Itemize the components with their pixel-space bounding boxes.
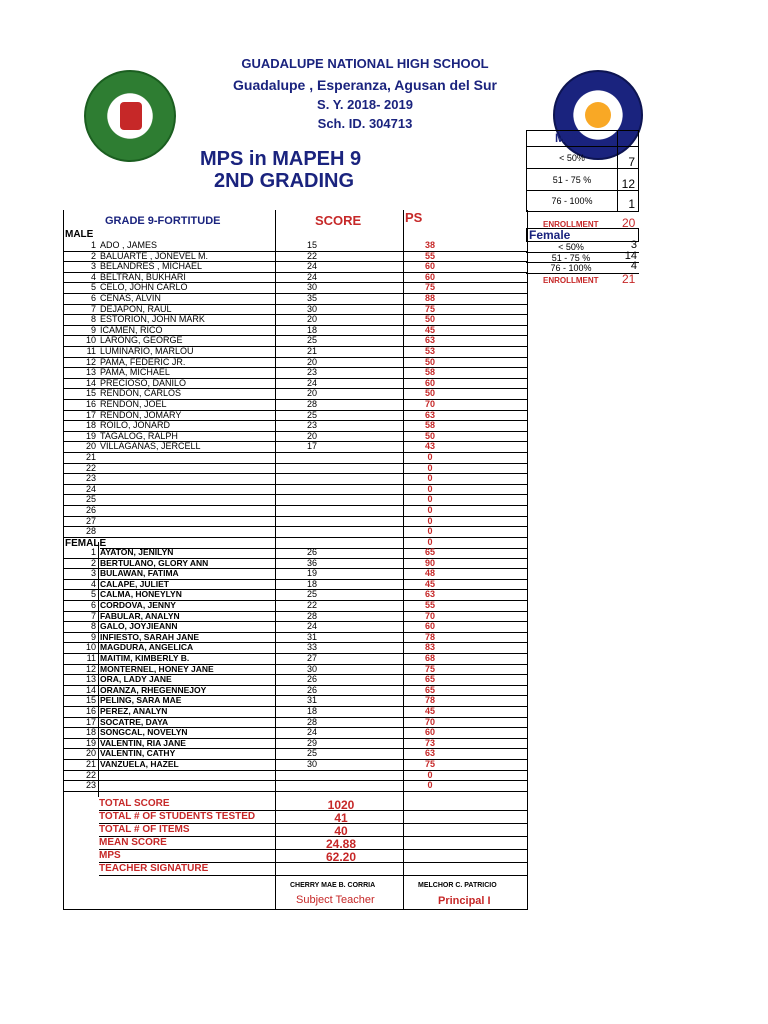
- cell-no: 5: [90, 589, 96, 600]
- cell-score: 30: [306, 282, 317, 293]
- cell-name: DEJAPON, RAUL: [100, 303, 172, 314]
- cell-score: 31: [306, 631, 317, 642]
- cell-score: 28: [306, 399, 317, 409]
- cell-no: 12: [85, 356, 96, 367]
- cell-no: 2: [90, 557, 96, 568]
- cell-ps: 60: [424, 621, 435, 632]
- cell-ps: 0: [427, 780, 433, 791]
- cell-name: BULAWAN, FATIMA: [100, 568, 179, 579]
- table-row: [64, 347, 527, 358]
- cell-ps: 75: [424, 282, 435, 293]
- cell-no: 25: [85, 494, 96, 505]
- table-row: [64, 442, 527, 453]
- cell-ps: 0: [427, 526, 433, 537]
- cell-score: 24: [306, 621, 317, 632]
- cell-name: CALAPE, JULIET: [100, 578, 169, 589]
- cell-ps: 0: [427, 515, 433, 526]
- table-row: [64, 294, 527, 305]
- cell-score: 26: [306, 547, 317, 557]
- cell-ps: 45: [424, 578, 435, 589]
- cell-name: CENAS, ALVIN: [100, 293, 161, 303]
- cell-name: PAMA, FEDERIC JR.: [100, 356, 186, 367]
- cell-name: SOCATRE, DAYA: [100, 716, 169, 727]
- cell-score: 28: [306, 716, 317, 727]
- principal-name: MELCHOR C. PATRICIO: [418, 882, 497, 889]
- cell-no: 22: [85, 462, 96, 473]
- female-enrollment: 21: [622, 272, 636, 286]
- cell-ps: 55: [424, 600, 435, 610]
- female-enrollment-label: ENROLLMENT: [543, 276, 599, 285]
- cell-ps: 58: [424, 420, 435, 431]
- school-logo: [84, 70, 176, 162]
- cell-name: BELANDRES , MICHAEL: [100, 261, 203, 272]
- table-row: [64, 760, 527, 771]
- male-summary-title: Male: [555, 131, 582, 145]
- cell-no: 1: [90, 547, 96, 557]
- cell-no: 24: [85, 483, 96, 494]
- cell-ps: 75: [424, 303, 435, 314]
- cell-score: 25: [306, 335, 317, 346]
- cell-ps: 53: [424, 346, 435, 356]
- mps-row: MPS 62.20: [99, 850, 527, 863]
- cell-name: RENDON, JOMARY: [100, 409, 182, 420]
- section-label: GRADE 9-FORTITUDE: [105, 215, 221, 227]
- cell-no: 19: [85, 737, 96, 748]
- cell-ps: 45: [424, 706, 435, 716]
- cell-no: 8: [90, 621, 96, 632]
- school-id: Sch. ID. 304713: [317, 116, 413, 131]
- cell-score: 20: [306, 430, 317, 441]
- cell-score: 26: [306, 684, 317, 695]
- cell-name: ICAMEN, RICO: [100, 324, 163, 335]
- cell-ps: 60: [424, 377, 435, 388]
- table-row: [64, 781, 527, 792]
- table-row: [64, 495, 527, 506]
- cell-score: 33: [306, 642, 317, 653]
- cell-no: 13: [85, 674, 96, 685]
- cell-score: 20: [306, 356, 317, 367]
- total-score-row: TOTAL SCORE 1020: [99, 798, 527, 811]
- cell-name: CELO, JOHN CARLO: [100, 282, 188, 293]
- cell-ps: 0: [427, 452, 433, 462]
- cell-score: 22: [306, 600, 317, 610]
- cell-score: 23: [306, 420, 317, 431]
- cell-score: 30: [306, 303, 317, 314]
- cell-score: 22: [306, 250, 317, 261]
- cell-score: 25: [306, 409, 317, 420]
- cell-ps: 63: [424, 409, 435, 420]
- cell-no: 3: [90, 261, 96, 272]
- cell-ps: 65: [424, 684, 435, 695]
- cell-ps: 83: [424, 642, 435, 653]
- teacher-role: Subject Teacher: [296, 894, 375, 906]
- cell-no: 16: [85, 706, 96, 716]
- cell-name: PRECIOSO, DANILO: [100, 377, 187, 388]
- table-row: [64, 527, 527, 538]
- cell-ps: 0: [427, 494, 433, 505]
- cell-no: 17: [85, 409, 96, 420]
- cell-score: 28: [306, 610, 317, 621]
- cell-ps: 0: [427, 473, 433, 484]
- cell-ps: 90: [424, 557, 435, 568]
- cell-no: 13: [85, 367, 96, 378]
- score-header: SCORE: [315, 213, 362, 228]
- cell-score: 30: [306, 663, 317, 674]
- table-row: [64, 474, 527, 485]
- cell-no: 21: [85, 452, 96, 462]
- cell-score: 19: [306, 568, 317, 579]
- cell-ps: 60: [424, 727, 435, 738]
- cell-name: ESTORION, JOHN MARK: [100, 314, 205, 325]
- cell-score: 24: [306, 271, 317, 282]
- cell-ps: 70: [424, 399, 435, 409]
- principal-role: Principal I: [438, 895, 491, 907]
- cell-ps: 43: [424, 441, 435, 452]
- total-items-row: TOTAL # OF ITEMS 40: [99, 824, 527, 837]
- cell-no: 14: [85, 684, 96, 695]
- cell-score: 27: [306, 653, 317, 663]
- cell-score: 29: [306, 737, 317, 748]
- table-row: [64, 464, 527, 475]
- cell-name: CORDOVA, JENNY: [100, 600, 176, 610]
- cell-score: 24: [306, 261, 317, 272]
- cell-name: CALMA, HONEYLYN: [100, 589, 182, 600]
- cell-name: PAMA, MICHAEL: [100, 367, 170, 378]
- cell-no: 17: [85, 716, 96, 727]
- cell-no: 23: [85, 780, 96, 791]
- cell-ps: 65: [424, 674, 435, 685]
- cell-ps: 50: [424, 356, 435, 367]
- cell-no: 2: [90, 250, 96, 261]
- cell-name: FABULAR, ANALYN: [100, 610, 180, 621]
- cell-name: BERTULANO, GLORY ANN: [100, 557, 209, 568]
- students-tested-row: TOTAL # OF STUDENTS TESTED 41: [99, 811, 527, 824]
- cell-name: MAGDURA, ANGELICA: [100, 642, 194, 653]
- cell-name: BELTRAN, BUKHARI: [100, 271, 186, 282]
- cell-ps: 55: [424, 250, 435, 261]
- cell-ps: 68: [424, 653, 435, 663]
- cell-no: 15: [85, 695, 96, 706]
- cell-ps: 60: [424, 261, 435, 272]
- mean-score-row: MEAN SCORE 24.88: [99, 837, 527, 850]
- cell-ps: 60: [424, 271, 435, 282]
- cell-score: 36: [306, 557, 317, 568]
- cell-no: 4: [90, 271, 96, 282]
- cell-score: 30: [306, 759, 317, 769]
- teacher-name: CHERRY MAE B. CORRIA: [290, 882, 376, 889]
- cell-name: VILLAGANAS, JERCELL: [100, 441, 201, 452]
- cell-name: VALENTIN, RIA JANE: [100, 737, 186, 748]
- cell-score: 26: [306, 674, 317, 685]
- cell-no: 10: [85, 642, 96, 653]
- cell-score: 35: [306, 293, 317, 303]
- cell-no: 21: [85, 759, 96, 769]
- cell-name: SONGCAL, NOVELYN: [100, 727, 188, 738]
- table-row: [64, 548, 527, 559]
- cell-no: 28: [85, 526, 96, 537]
- cell-ps: 0: [427, 462, 433, 473]
- cell-no: 20: [85, 748, 96, 759]
- cell-name: ORANZA, RHEGENNEJOY: [100, 684, 207, 695]
- cell-name: MAITIM, KIMBERLY B.: [100, 653, 190, 663]
- table-row: [64, 241, 527, 252]
- cell-score: 21: [306, 346, 317, 356]
- male-section-label: MALE: [65, 229, 94, 240]
- cell-no: 22: [85, 769, 96, 780]
- cell-name: VANZUELA, HAZEL: [100, 759, 179, 769]
- cell-ps: 63: [424, 748, 435, 759]
- table-row: [64, 654, 527, 665]
- cell-ps: 70: [424, 610, 435, 621]
- cell-no: 20: [85, 441, 96, 452]
- cell-ps: 50: [424, 388, 435, 399]
- cell-ps: 75: [424, 663, 435, 674]
- cell-no: 12: [85, 663, 96, 674]
- cell-no: 11: [86, 346, 96, 356]
- cell-ps: 50: [424, 430, 435, 441]
- cell-name: TAGALOG, RALPH: [100, 430, 178, 441]
- table-row: [64, 453, 527, 464]
- cell-name: ORA, LADY JANE: [100, 674, 172, 685]
- cell-no: 15: [85, 388, 96, 399]
- cell-no: 6: [90, 293, 96, 303]
- table-row: [64, 400, 527, 411]
- report-subtitle: 2ND GRADING: [214, 170, 355, 192]
- cell-name: LUMINARIO, MARLOU: [100, 346, 194, 356]
- cell-no: 27: [85, 515, 96, 526]
- cell-name: PEREZ, ANALYN: [100, 706, 168, 716]
- cell-ps: 78: [424, 631, 435, 642]
- cell-no: 9: [90, 324, 96, 335]
- cell-ps: 65: [424, 547, 435, 557]
- cell-name: PELING, SARA MAE: [100, 695, 182, 706]
- cell-score: 31: [306, 695, 317, 706]
- cell-ps: 38: [424, 240, 435, 250]
- cell-no: 1: [90, 240, 96, 250]
- cell-score: 18: [306, 578, 317, 589]
- cell-no: 3: [90, 568, 96, 579]
- male-summary-box: Male < 50% 7 51 - 75 % 12 76 - 100% 1: [526, 130, 639, 212]
- cell-score: 20: [306, 314, 317, 325]
- cell-ps: 63: [424, 335, 435, 346]
- cell-score: 18: [306, 706, 317, 716]
- table-row: [64, 707, 527, 718]
- cell-score: 20: [306, 388, 317, 399]
- cell-name: GALO, JOYJIEANN: [100, 621, 178, 632]
- cell-score: 15: [306, 240, 317, 250]
- school-year: S. Y. 2018- 2019: [317, 97, 413, 112]
- cell-no: 14: [85, 377, 96, 388]
- cell-name: RENDON, CARLOS: [100, 388, 182, 399]
- cell-ps: 75: [424, 759, 435, 769]
- cell-ps: 63: [424, 589, 435, 600]
- male-enrollment: 20: [622, 216, 636, 230]
- cell-name: MONTERNEL, HONEY JANE: [100, 663, 214, 674]
- cell-score: 17: [306, 441, 317, 452]
- table-row: [64, 485, 527, 496]
- cell-name: BALUARTE , JONEVEL M.: [100, 250, 209, 261]
- cell-name: INFIESTO, SARAH JANE: [100, 631, 200, 642]
- cell-no: 4: [90, 578, 96, 589]
- female-section-label: FEMALE: [65, 538, 107, 549]
- cell-name: RENDON, JOEL: [100, 399, 167, 409]
- cell-name: LARONG, GEORGE: [100, 335, 183, 346]
- cell-score: 24: [306, 377, 317, 388]
- cell-no: 26: [85, 505, 96, 515]
- female-summary-title: Female: [529, 228, 571, 242]
- table-row: [64, 506, 527, 517]
- cell-no: 18: [85, 420, 96, 431]
- cell-score: 23: [306, 367, 317, 378]
- cell-ps: 88: [424, 293, 435, 303]
- cell-score: 18: [306, 324, 317, 335]
- cell-ps: 78: [424, 695, 435, 706]
- cell-no: 18: [85, 727, 96, 738]
- table-row: [64, 771, 527, 782]
- school-address: Guadalupe , Esperanza, Agusan del Sur: [233, 77, 497, 93]
- cell-no: 9: [90, 631, 96, 642]
- cell-ps: 48: [424, 568, 435, 579]
- male-trailing-row: 0: [100, 538, 527, 549]
- cell-ps: 0: [427, 505, 433, 515]
- cell-ps: 50: [424, 314, 435, 325]
- cell-ps: 0: [427, 769, 433, 780]
- ps-header: PS: [405, 210, 423, 225]
- teacher-signature-row: TEACHER SIGNATURE: [99, 863, 527, 876]
- cell-name: VALENTIN, CATHY: [100, 748, 176, 759]
- cell-ps: 45: [424, 324, 435, 335]
- cell-no: 7: [90, 303, 96, 314]
- cell-name: ROILO, JONARD: [100, 420, 171, 431]
- cell-no: 23: [85, 473, 96, 484]
- cell-no: 8: [90, 314, 96, 325]
- school-name: GUADALUPE NATIONAL HIGH SCHOOL: [241, 56, 489, 71]
- cell-no: 11: [86, 653, 96, 663]
- cell-score: 24: [306, 727, 317, 738]
- cell-no: 19: [85, 430, 96, 441]
- cell-name: AYATON, JENILYN: [100, 547, 174, 557]
- cell-ps: 73: [424, 737, 435, 748]
- cell-name: ADO , JAMES: [100, 240, 158, 250]
- cell-ps: 0: [427, 483, 433, 494]
- cell-no: 7: [90, 610, 96, 621]
- cell-no: 16: [85, 399, 96, 409]
- cell-score: 25: [306, 748, 317, 759]
- cell-score: 25: [306, 589, 317, 600]
- male-enrollment-label: ENROLLMENT: [543, 220, 599, 229]
- cell-no: 10: [85, 335, 96, 346]
- report-title: MPS in MAPEH 9: [200, 148, 362, 170]
- cell-no: 6: [90, 600, 96, 610]
- table-row: [64, 601, 527, 612]
- cell-ps: 70: [424, 716, 435, 727]
- cell-no: 5: [90, 282, 96, 293]
- table-row: [64, 517, 527, 528]
- cell-ps: 58: [424, 367, 435, 378]
